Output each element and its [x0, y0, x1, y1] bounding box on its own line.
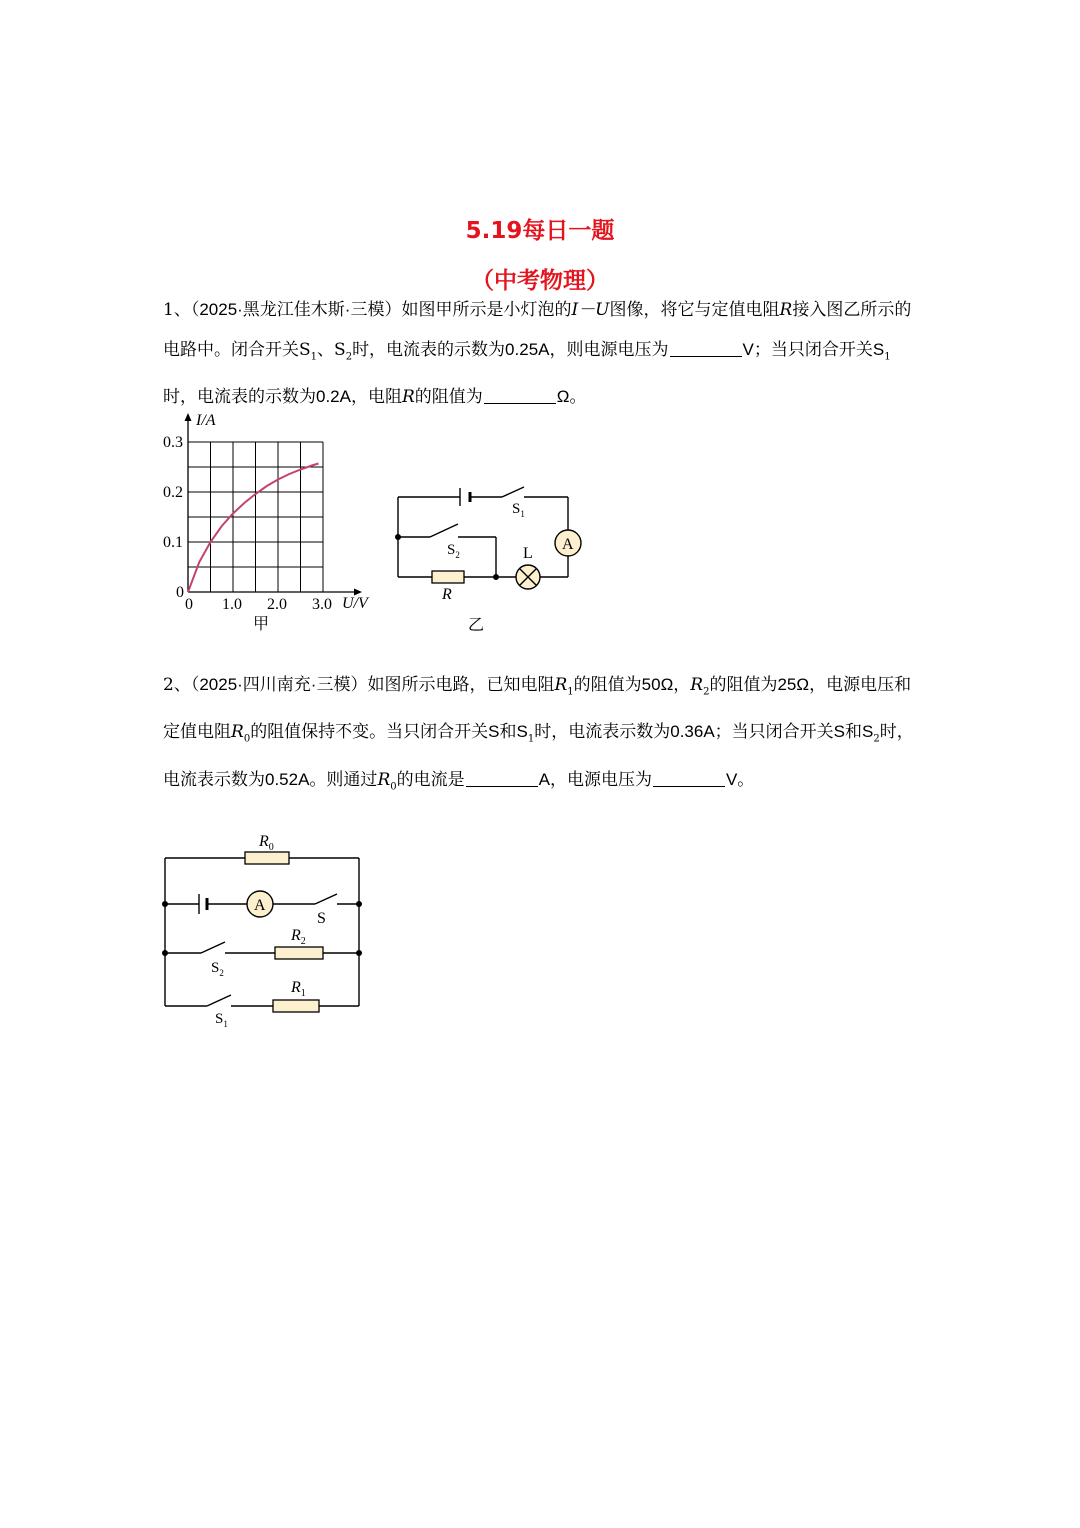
x-tick-label: 2.0	[267, 596, 287, 613]
circuit-yi	[390, 480, 590, 640]
page-subtitle: （中考物理）	[471, 268, 609, 294]
junction-node	[162, 950, 168, 956]
resistor-r2-label: $R_2$	[291, 927, 306, 947]
switch-s1-label: $S_1$	[512, 501, 525, 519]
circuit-2	[155, 828, 375, 1033]
junction-node	[493, 574, 499, 580]
y-tick-label: 0.2	[163, 484, 183, 501]
x-axis-label: U/V	[342, 595, 368, 612]
x-tick-label: 1.0	[222, 596, 242, 613]
y-tick-label: 0.1	[163, 534, 183, 551]
y-axis-arrow	[185, 413, 192, 421]
chart-series-line	[188, 464, 319, 593]
origin-label: 0	[176, 584, 184, 601]
question-source: （2025·黑龙江佳木斯·三模）	[190, 300, 402, 319]
answer-blank[interactable]	[670, 340, 742, 357]
svg-text:A: A	[254, 897, 266, 914]
question-1: 1、（2025·黑龙江佳木斯·三模）如图甲所示是小灯泡的I－U图像，将它与定值电阻R接入图乙所示的电路中。闭合开关$S_1$、$S_2$时，电流表的示数为0.25A，则电源电压为 V；当只闭合开关$S_1$时，电流表的示数为0.2A，电阻R的阻值为 Ω。	[163, 300, 912, 408]
resistor-r1	[273, 1000, 319, 1012]
iu-chart	[158, 405, 378, 635]
resistor-r0	[245, 852, 289, 864]
resistor-r2	[275, 947, 323, 959]
switch-s2-label: $S_2$	[447, 542, 460, 560]
x-tick-label: 3.0	[312, 596, 332, 613]
junction-node	[162, 901, 168, 907]
junction-node	[356, 901, 362, 907]
ammeter	[555, 530, 581, 556]
lamp-label: L	[523, 545, 533, 562]
question-2: 2、（2025·四川南充·三模）如图所示电路，已知电阻$R_1$的阻值为50Ω，$R_2$的阻值为25Ω，电源电压和定值电阻$R_0$的阻值保持不变。当只闭合开关S和$S_1$时，电流表示数为0.36A；当只闭合开关S和$S_2$时，电流表示数为0.52A。则通过$R_0$的电流是 A，电源电压为 V。	[163, 675, 914, 793]
y-tick-label: 0.3	[163, 434, 183, 451]
resistor-r1-label: $R_1$	[291, 979, 306, 999]
question-number: 2、	[163, 675, 191, 695]
switch-s-label: S	[317, 910, 326, 927]
lamp-l	[516, 565, 540, 589]
switch-s1-label: $S_1$	[215, 1011, 228, 1029]
page-title: 5.19每日一题	[465, 218, 615, 244]
chart-grid	[188, 442, 323, 592]
answer-blank[interactable]	[466, 770, 538, 787]
resistor-r-label: R	[442, 586, 452, 603]
switch-s2-label: $S_2$	[211, 960, 224, 978]
figure-caption: 甲	[253, 616, 270, 633]
answer-blank[interactable]	[653, 770, 725, 787]
question-source: （2025·四川南充·三模）	[190, 675, 368, 694]
svg-text:A: A	[562, 536, 574, 553]
resistor-r0-label: $R_0$	[259, 833, 274, 853]
y-axis-label: I/A	[196, 412, 216, 429]
answer-blank[interactable]	[484, 387, 556, 404]
resistor-r	[432, 571, 464, 583]
x-tick-label: 0	[185, 596, 193, 613]
figure-caption: 乙	[468, 617, 485, 634]
ammeter	[247, 891, 273, 917]
junction-node	[395, 534, 401, 540]
question-number: 1、	[163, 300, 191, 320]
junction-node	[356, 950, 362, 956]
